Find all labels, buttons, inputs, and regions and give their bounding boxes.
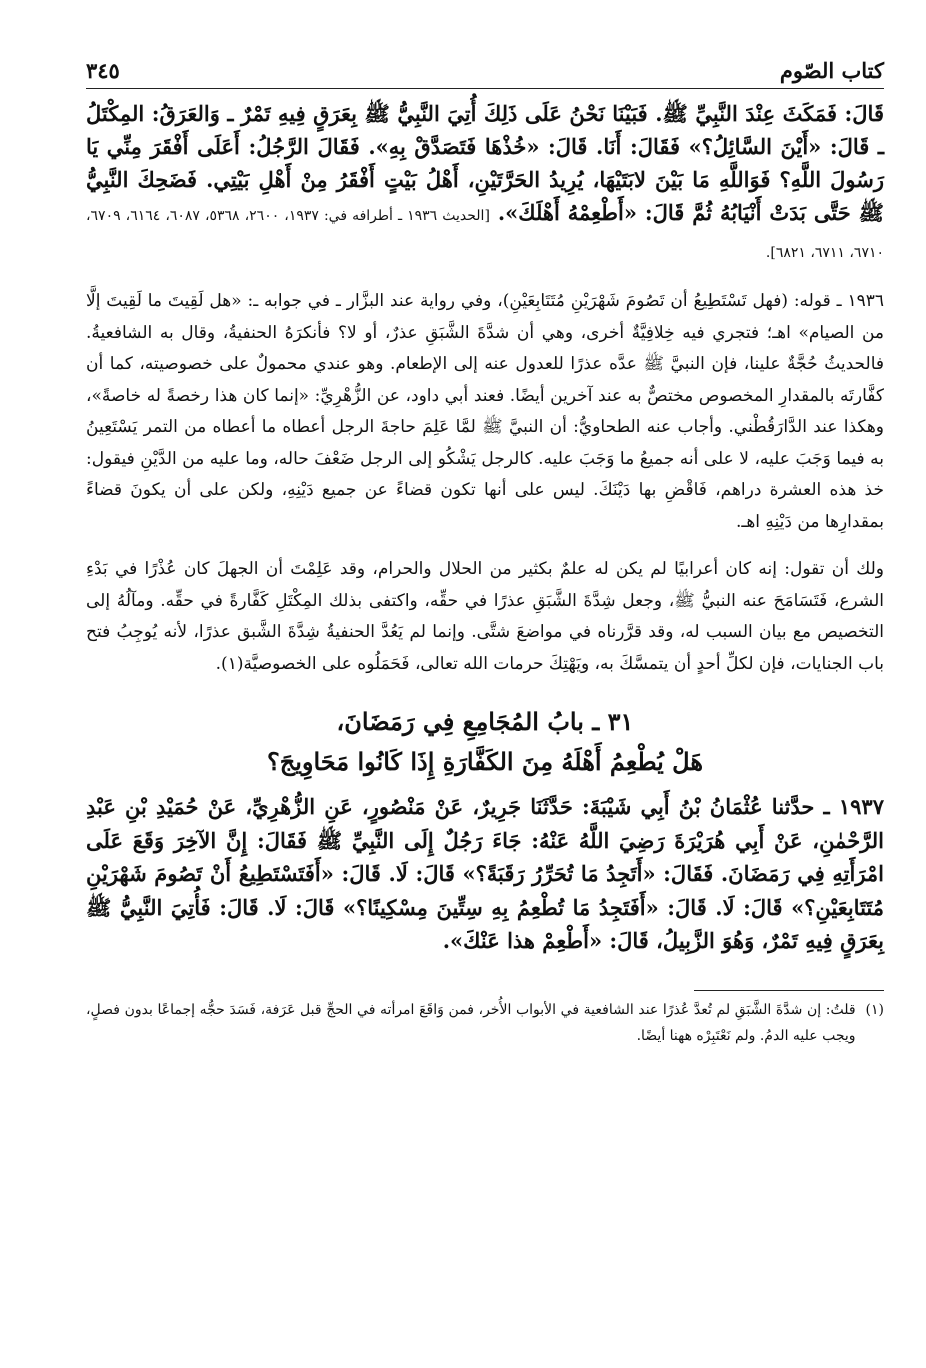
hadith-continuation (86, 97, 884, 270)
page (86, 52, 884, 1049)
chapter-heading (86, 702, 884, 782)
hadith-cross-reference: [الحديث ١٩٣٦ ـ أطرافه في: ١٩٣٧، ٢٦٠٠، ٥٣٦٨، ٦٠٨٧، ٦١٦٤، ٦٧٠٩، ٦٧١٠، ٦٧١١، ٦٨٢١]. (86, 208, 884, 261)
book-title: كتاب الصّوم (779, 58, 884, 83)
chapter-title-line-1: ٣١ ـ بابُ المُجَامِعِ فِي رَمَضَانَ، (336, 707, 634, 736)
hadith-continuation-text: قَالَ: فَمَكَثَ عِنْدَ النَّبِيِّ ﷺ. فَبَيْنَا نَحْنُ عَلَى ذَلِكَ أُتِيَ النَّبِيُّ ﷺ بِعَرَقٍ فِيهِ تَمْرٌ ـ وَالعَرَقُ: المِكْتَلُ ـ قَالَ: «أَيْنَ السَّائِلُ؟» فَقَالَ: أَنَا. قَالَ: «خُذْهَا فَتَصَدَّقْ بِهِ». فَقَالَ الرَّجُلُ: أَعَلَى أَفْقَرَ مِنِّي يَا رَسُولَ اللَّهِ؟ فَوَاللَّهِ مَا بَيْنَ لابَتَيْهَا، يُرِيدُ الحَرَّتَيْنِ، أَهْلُ بَيْتٍ أَفْقَرُ مِنْ أَهْلِ بَيْتِي. فَضَحِكَ النَّبِيُّ ﷺ حَتَّى بَدَتْ أَنْيَابُهُ ثُمَّ قَالَ: «أَطْعِمْهُ أَهْلَكَ». (86, 101, 885, 225)
footnote-divider (694, 990, 884, 991)
hadith-1937: ١٩٣٧ ـ حدَّثنا عُثْمَانُ بْنُ أَبِي شَيْبَةَ: حَدَّثَنَا جَرِيرٌ، عَنْ مَنْصُورٍ، عَنِ الزُّهْرِيِّ، عَنْ حُمَيْدِ بْنِ عَبْدِ الرَّحْمٰنِ، عَنْ أَبِي هُرَيْرَةَ رَضِيَ اللَّهُ عَنْهُ: جَاءَ رَجُلٌ إِلَى النَّبِيِّ ﷺ فَقَالَ: إِنَّ الآخِرَ وَقَعَ عَلَى امْرَأَتِهِ فِي رَمَضَانَ. فَقَالَ: «أَتَجِدُ مَا تُحَرِّرُ رَقَبَةً؟» قَالَ: لَا. قَالَ: «أَفَتَسْتَطِيعُ أَنْ تَصُومَ شَهْرَيْنِ مُتَتَابِعَيْنِ؟» قَالَ: لَا. قَالَ: «أَفَتَجِدُ مَا تُطْعِمُ بِهِ سِتِّينَ مِسْكِينًا؟» قَالَ: لَا. قَالَ: فَأُتِيَ النَّبِيُّ ﷺ بِعَرَقٍ فِيهِ تَمْرٌ، وَهُوَ الزَّبِيلُ، قَالَ: «أَطْعِمْ هذا عَنْكَ». (86, 794, 884, 953)
commentary-paragraph: ولك أن تقول: إنه كان أعرابيًا لم يكن له علمٌ بكثير من الحلال والحرام، وقد عَلِمْتَ أن الجهلَ كان عُذْرًا في بَدْءِ الشرع، فَتَسَامَحَ عنه النبيُّ ﷺ، وجعل شِدَّةَ الشَّبَقِ عذرًا في حقِّه، واكتفى بذلك المِكْتَلِ كَفَّارةً في حقِّه. ومآلُهُ إلى التخصيص مع بيان السبب له، وقد قرَّرناه في مواضعَ شتَّى. وإنما لم يَعُدَّ الحنفيةُ شِدَّةَ الشَّبق عذرًا، لأنه يُوجِبُ فتح باب الجنايات، فإن لكلِّ أحدٍ أن يتمسَّكَ به، ويَهْتِكَ حرمات الله تعالى، فَحَمَلُوه على الخصوصيَّة(١). (86, 559, 884, 674)
page-number: ٣٤٥ (86, 58, 120, 83)
commentary-paragraph: ١٩٣٦ ـ قوله: (فهل تَسْتَطِيعُ أن تَصُومَ شَهْرَيْنِ مُتَتَابِعَيْنِ)، وفي رواية عند البزَّار ـ في جوابه ـ: «هل لَقِيتَ ما لَقِيتَ إلَّا من الصيام» اهـ؛ فتجري فيه خِلافِيَّةٌ أخرى، وهي أن شدَّةَ الشَّبَقِ عذرٌ، أو لا؟ فأنكرَهُ الحنفيةُ، وقال به الشافعيةُ. فالحديثُ حُجَّةٌ علينا، فإن النبيَّ ﷺ عدَّه عذرًا للعدول عنه إلى الإطعام. وهو عندي محمولٌ على خصوصيته، كما أن كفَّارتَه بالمقدارِ المخصوص مختصٌّ به عند آخرين أيضًا. فعند أبي داود، عن الزُّهْرِيِّ: «إنما كان هذا رخصةً له خاصةً»، وهكذا عند الدَّارَقُطْني. وأجاب عنه الطحاويُّ: أن النبيَّ ﷺ لمَّا عَلِمَ حاجةَ الرجل أعطاه ما أعطاه من التمر يَسْتَعِينُ به فيما وَجَبَ عليه، لا على أنه جميعُ ما وَجَبَ عليه. كالرجل يَشْكُو إلى الرجل ضَعْفَ حاله، وما عليه من الدَّيْنِ فيقول: خذ هذه العشرة دراهم، فَاقْضِ بها دَيْنَكَ. ليس على أنها تكون قضاءً عن جميع دَيْنِهِ، ولكن على أن يكونَ قضاءً بمقدارِها من دَيْنِهِ اهـ. (86, 291, 884, 532)
footnote-text: قلتُ: إن شدَّةَ الشَّبَقِ لم تُعدَّ عُذرًا عند الشافعية في الأبواب الأُخر، فمن وَاقَعَ امرأته في الحجِّ قبل عَرَفة، فَسَدَ حجُّه إجماعًا بدون فصلٍ، ويجب عليه الدمُ. ولم نَعْتَبِرْه ههنا أيضًا. (86, 1001, 856, 1044)
footnote-marker: (١) (865, 1001, 884, 1018)
footnote (86, 997, 884, 1049)
running-header (86, 52, 884, 89)
chapter-title-line-2: هَلْ يُطْعِمُ أَهْلَهُ مِنَ الكَفَّارَةِ إِذَا كَانُوا مَحَاوِيجَ؟ (266, 747, 704, 776)
